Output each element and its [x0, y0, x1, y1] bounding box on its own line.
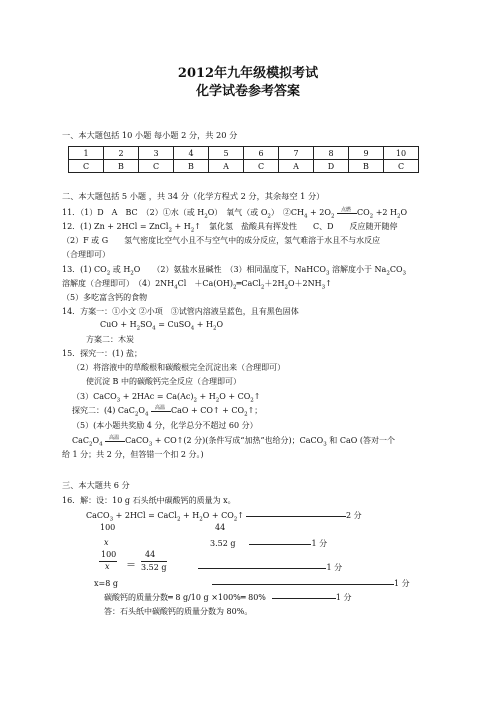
q15-line-8: 给 1 分；共 2 分，但答错一个扣 2 分。): [62, 450, 204, 459]
q14-line-2: CuO + $H_2SO_4$ = CuSO$_4$ + $H_2O$: [100, 320, 224, 332]
q16-molar-mass-co2: 44: [215, 523, 226, 532]
question-number: 3: [139, 147, 174, 160]
q13-line-1: 13．(1) $CO_2$ 或 $H_2O$ （2）氨盐水显碱性 （3）相同温度下，NaHCO$_3$ 溶解度小于 $Na_2CO_3$: [62, 265, 407, 277]
reaction-condition: 高温: [155, 404, 166, 411]
q16-molar-mass-caco3: 100: [100, 523, 116, 532]
q13-line-3: （5）多吃富含钙的食物: [62, 293, 148, 302]
section-3-heading: 三、本大题共 6 分: [62, 480, 130, 490]
q12-line-1: 12．(1) Zn + 2HCl = ZnCl$_2$ + $H_2↑$ 氯化氢 盐酸具有挥发性 C、D 反应随开随停: [62, 222, 398, 234]
question-number: 10: [384, 147, 419, 160]
answer-cell: A: [279, 160, 314, 173]
answer-cell: C: [384, 160, 419, 173]
answer-table-numbers-row: [69, 147, 419, 160]
q15-line-5: 探究二：(4) $CaC_2O_4$ 高温 CaO + CO↑ + $CO_2↑$；: [72, 404, 263, 418]
q13-line-2: 溶解度（合理即可） $(4)2NH_4Cl$ $+Ca(OH)_2═CaCl_2+2H_2O+2NH_3↑$: [62, 279, 332, 291]
q15-line-2: （2）将溶液中的草酸根和碳酸根完全沉淀出来（合理即可）: [72, 363, 286, 372]
answer-cell: C: [139, 160, 174, 173]
q14-line-3: 方案二：木炭: [86, 335, 134, 344]
answer-table: [68, 146, 419, 173]
score-label: 1 分: [335, 593, 352, 602]
q16-x-value: x=8 g 1 分: [94, 579, 410, 588]
q16-answer: 答：石头纸中碳酸钙的质量分数为 80%。: [104, 607, 253, 616]
q14-line-1: 14．方案一：①小文 ②小项 ③试管内溶液呈蓝色，且有黑色固体: [62, 307, 299, 316]
question-number: 4: [174, 147, 209, 160]
q16-unknown-x: x: [104, 538, 109, 547]
score-label: 2 分: [345, 511, 362, 520]
q15-line-4: （3）CaCO$_3$ + $2HAc = Ca(Ac)_2 + H_2O$ + $CO_2↑$: [72, 392, 261, 404]
q16-equation: CaCO$_3$ + 2HCl = CaCl$_2$ + $H_2O$ + $CO_2↑$ 2 分: [86, 511, 362, 523]
reaction-condition-line: [105, 434, 125, 442]
page-subtitle: 化学试卷参考答案: [195, 84, 300, 99]
q15-line-1: 15．探究一：(1) 盐；: [62, 349, 143, 358]
question-number: 8: [314, 147, 349, 160]
score-leader-line: [246, 516, 346, 517]
q12-line-3: （合理即可）: [62, 250, 110, 259]
q11-line: 11．（1）D A BC （2）①水（或 $H_2O$） 氧气（或 $O_2$） $②CH_4 + 2O_2$ 点燃 $CO_2 +2$ $H_2O$: [62, 206, 408, 220]
answer-cell: C: [69, 160, 104, 173]
question-number: 9: [349, 147, 384, 160]
answer-table-answers-row: [69, 160, 419, 173]
score-leader-line: [249, 544, 311, 545]
q16-line-1: 16．解：设：10 g 石头纸中碳酸钙的质量为 x。: [62, 496, 236, 505]
fraction-left-numerator: 100: [101, 550, 117, 559]
q15-line-3: 使沉淀 B 中的碳酸钙完全反应（合理即可）: [86, 377, 241, 386]
question-number: 2: [104, 147, 139, 160]
score-leader-line: [212, 584, 394, 585]
q16-percentage: 碳酸钙的质量分数═ 8 g/10 g ×100%═ 80% 1 分: [104, 593, 352, 602]
answer-cell: D: [314, 160, 349, 173]
q12-line-2: （2）F 或 G 氢气密度比空气小且不与空气中的成分反应，氢气难溶于水且不与水反应: [62, 236, 381, 245]
answer-cell: B: [349, 160, 384, 173]
score-leader-line: [198, 568, 326, 569]
fraction-right-numerator: 44: [145, 550, 156, 559]
fraction-right-denominator: 3.52 g 1 分: [141, 563, 343, 572]
q15-line-7: $CaC_2O_4$ 高温 CaCO$_3$ + CO↑(2 分)(条件写成“加热”也给分)；CaCO$_3$ 和 CaO (答对一个: [72, 434, 395, 448]
reaction-condition-line: [151, 404, 171, 412]
score-label: 1 分: [326, 563, 343, 572]
question-number: 5: [209, 147, 244, 160]
score-label: 1 分: [311, 539, 328, 548]
question-number: 7: [279, 147, 314, 160]
q16-co2-mass: 3.52 g 1 分: [210, 539, 328, 548]
score-label: 1 分: [393, 579, 410, 588]
equals-sign: ＝: [126, 560, 136, 571]
fraction-left-denominator: x: [105, 562, 110, 571]
question-number: 1: [69, 147, 104, 160]
reaction-condition-line: [337, 206, 357, 214]
answer-cell: B: [104, 160, 139, 173]
answer-cell: B: [174, 160, 209, 173]
q15-line-6: （5）(本小题共奖励 4 分，化学总分不超过 60 分）: [72, 421, 258, 430]
page-title: 2012年九年级模拟考试: [177, 66, 319, 81]
question-number: 6: [244, 147, 279, 160]
reaction-condition: 点燃: [340, 206, 351, 213]
section-1-heading: 一、本大题包括 10 小题 每小题 2 分，共 20 分: [62, 130, 238, 140]
section-2-heading: 二、本大题包括 5 小题 ，共 34 分（化学方程式 2 分，其余每空 1 分）: [62, 191, 325, 201]
answer-cell: A: [209, 160, 244, 173]
score-leader-line: [272, 598, 336, 599]
answer-cell: C: [244, 160, 279, 173]
reaction-condition: 高温: [109, 434, 120, 441]
